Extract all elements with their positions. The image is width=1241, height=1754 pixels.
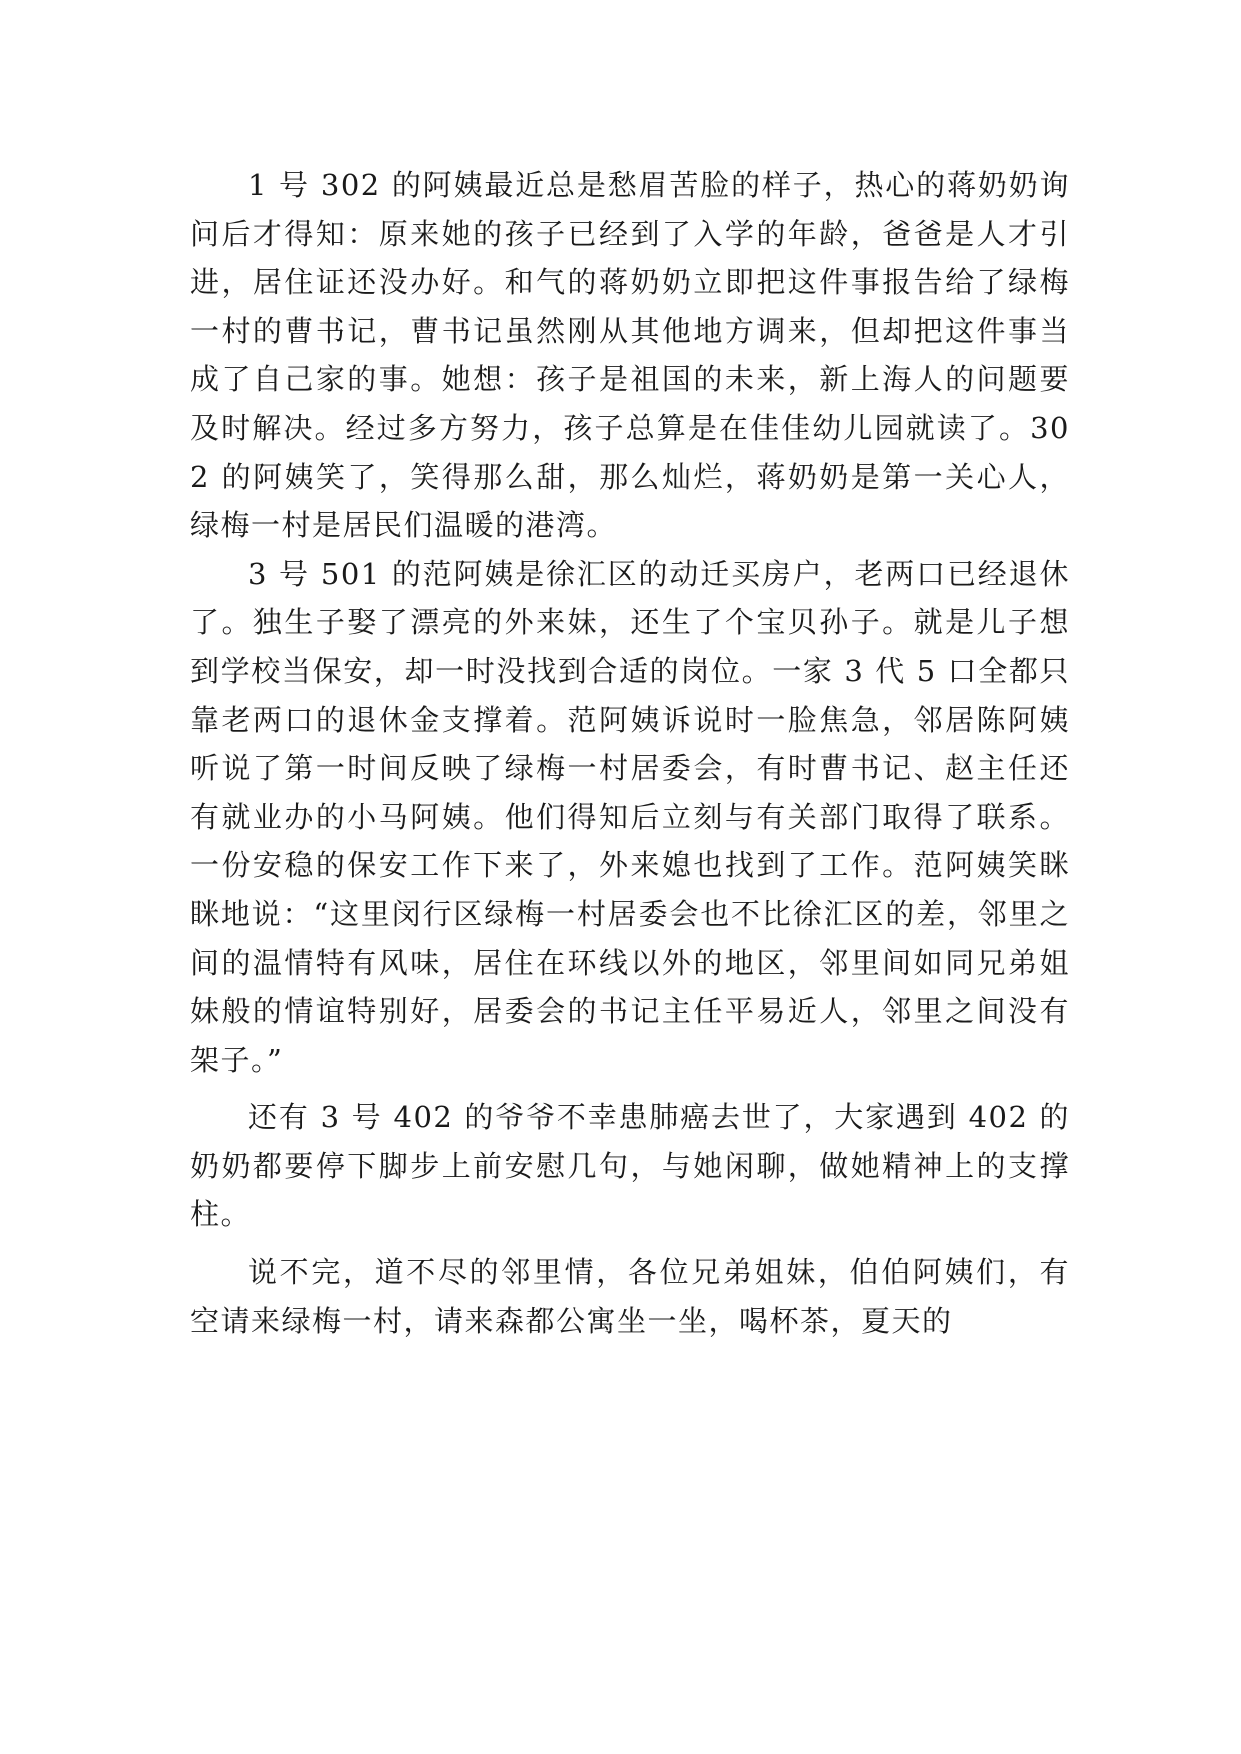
paragraph-3: 还有 3 号 402 的爷爷不幸患肺癌去世了，大家遇到 402 的奶奶都要停下脚步上前安慰几句，与她闲聊，做她精神上的支撑柱。 [190, 1100, 1070, 1232]
paragraph-1: 1 号 302 的阿姨最近总是愁眉苦脸的样子，热心的蒋奶奶询问后才得知：原来她的孩子已经到了入学的年龄，爸爸是人才引进，居住证还没办好。和气的蒋奶奶立即把这件事报告给了绿梅一村的曹书记，曹书记虽然刚从其他地方调来，但却把这件事当成了自己家的事。她想：孩子是祖国的未来，新上海人的问题要及时解决。经过多方努力，孩子总算是在佳佳幼儿园就读了。302 的阿姨笑了，笑得那么甜，那么灿烂，蒋奶奶是第一关心人，绿梅一村是居民们温暖的港湾。 [190, 168, 1070, 543]
document-body [190, 161, 1070, 1345]
paragraph-4: 说不完，道不尽的邻里情，各位兄弟姐妹，伯伯阿姨们，有空请来绿梅一村，请来森都公寓坐一坐，喝杯茶，夏天的 [190, 1255, 1070, 1338]
paragraph-2: 3 号 501 的范阿姨是徐汇区的动迁买房户，老两口已经退休了。独生子娶了漂亮的外来妹，还生了个宝贝孙子。就是儿子想到学校当保安，却一时没找到合适的岗位。一家 3 代 5 口全都只靠老两口的退休金支撑着。范阿姨诉说时一脸焦急，邻居陈阿姨听说了第一时间反映了绿梅一村居委会，有时曹书记、赵主任还有就业办的小马阿姨。他们得知后立刻与有关部门取得了联系。一份安稳的保安工作下来了，外来媳也找到了工作。范阿姨笑眯眯地说：“这里闵行区绿梅一村居委会也不比徐汇区的差，邻里之间的温情特有风味，居住在环线以外的地区，邻里间如同兄弟姐妹般的情谊特别好，居委会的书记主任平易近人，邻里之间没有架子。” [190, 556, 1070, 1077]
